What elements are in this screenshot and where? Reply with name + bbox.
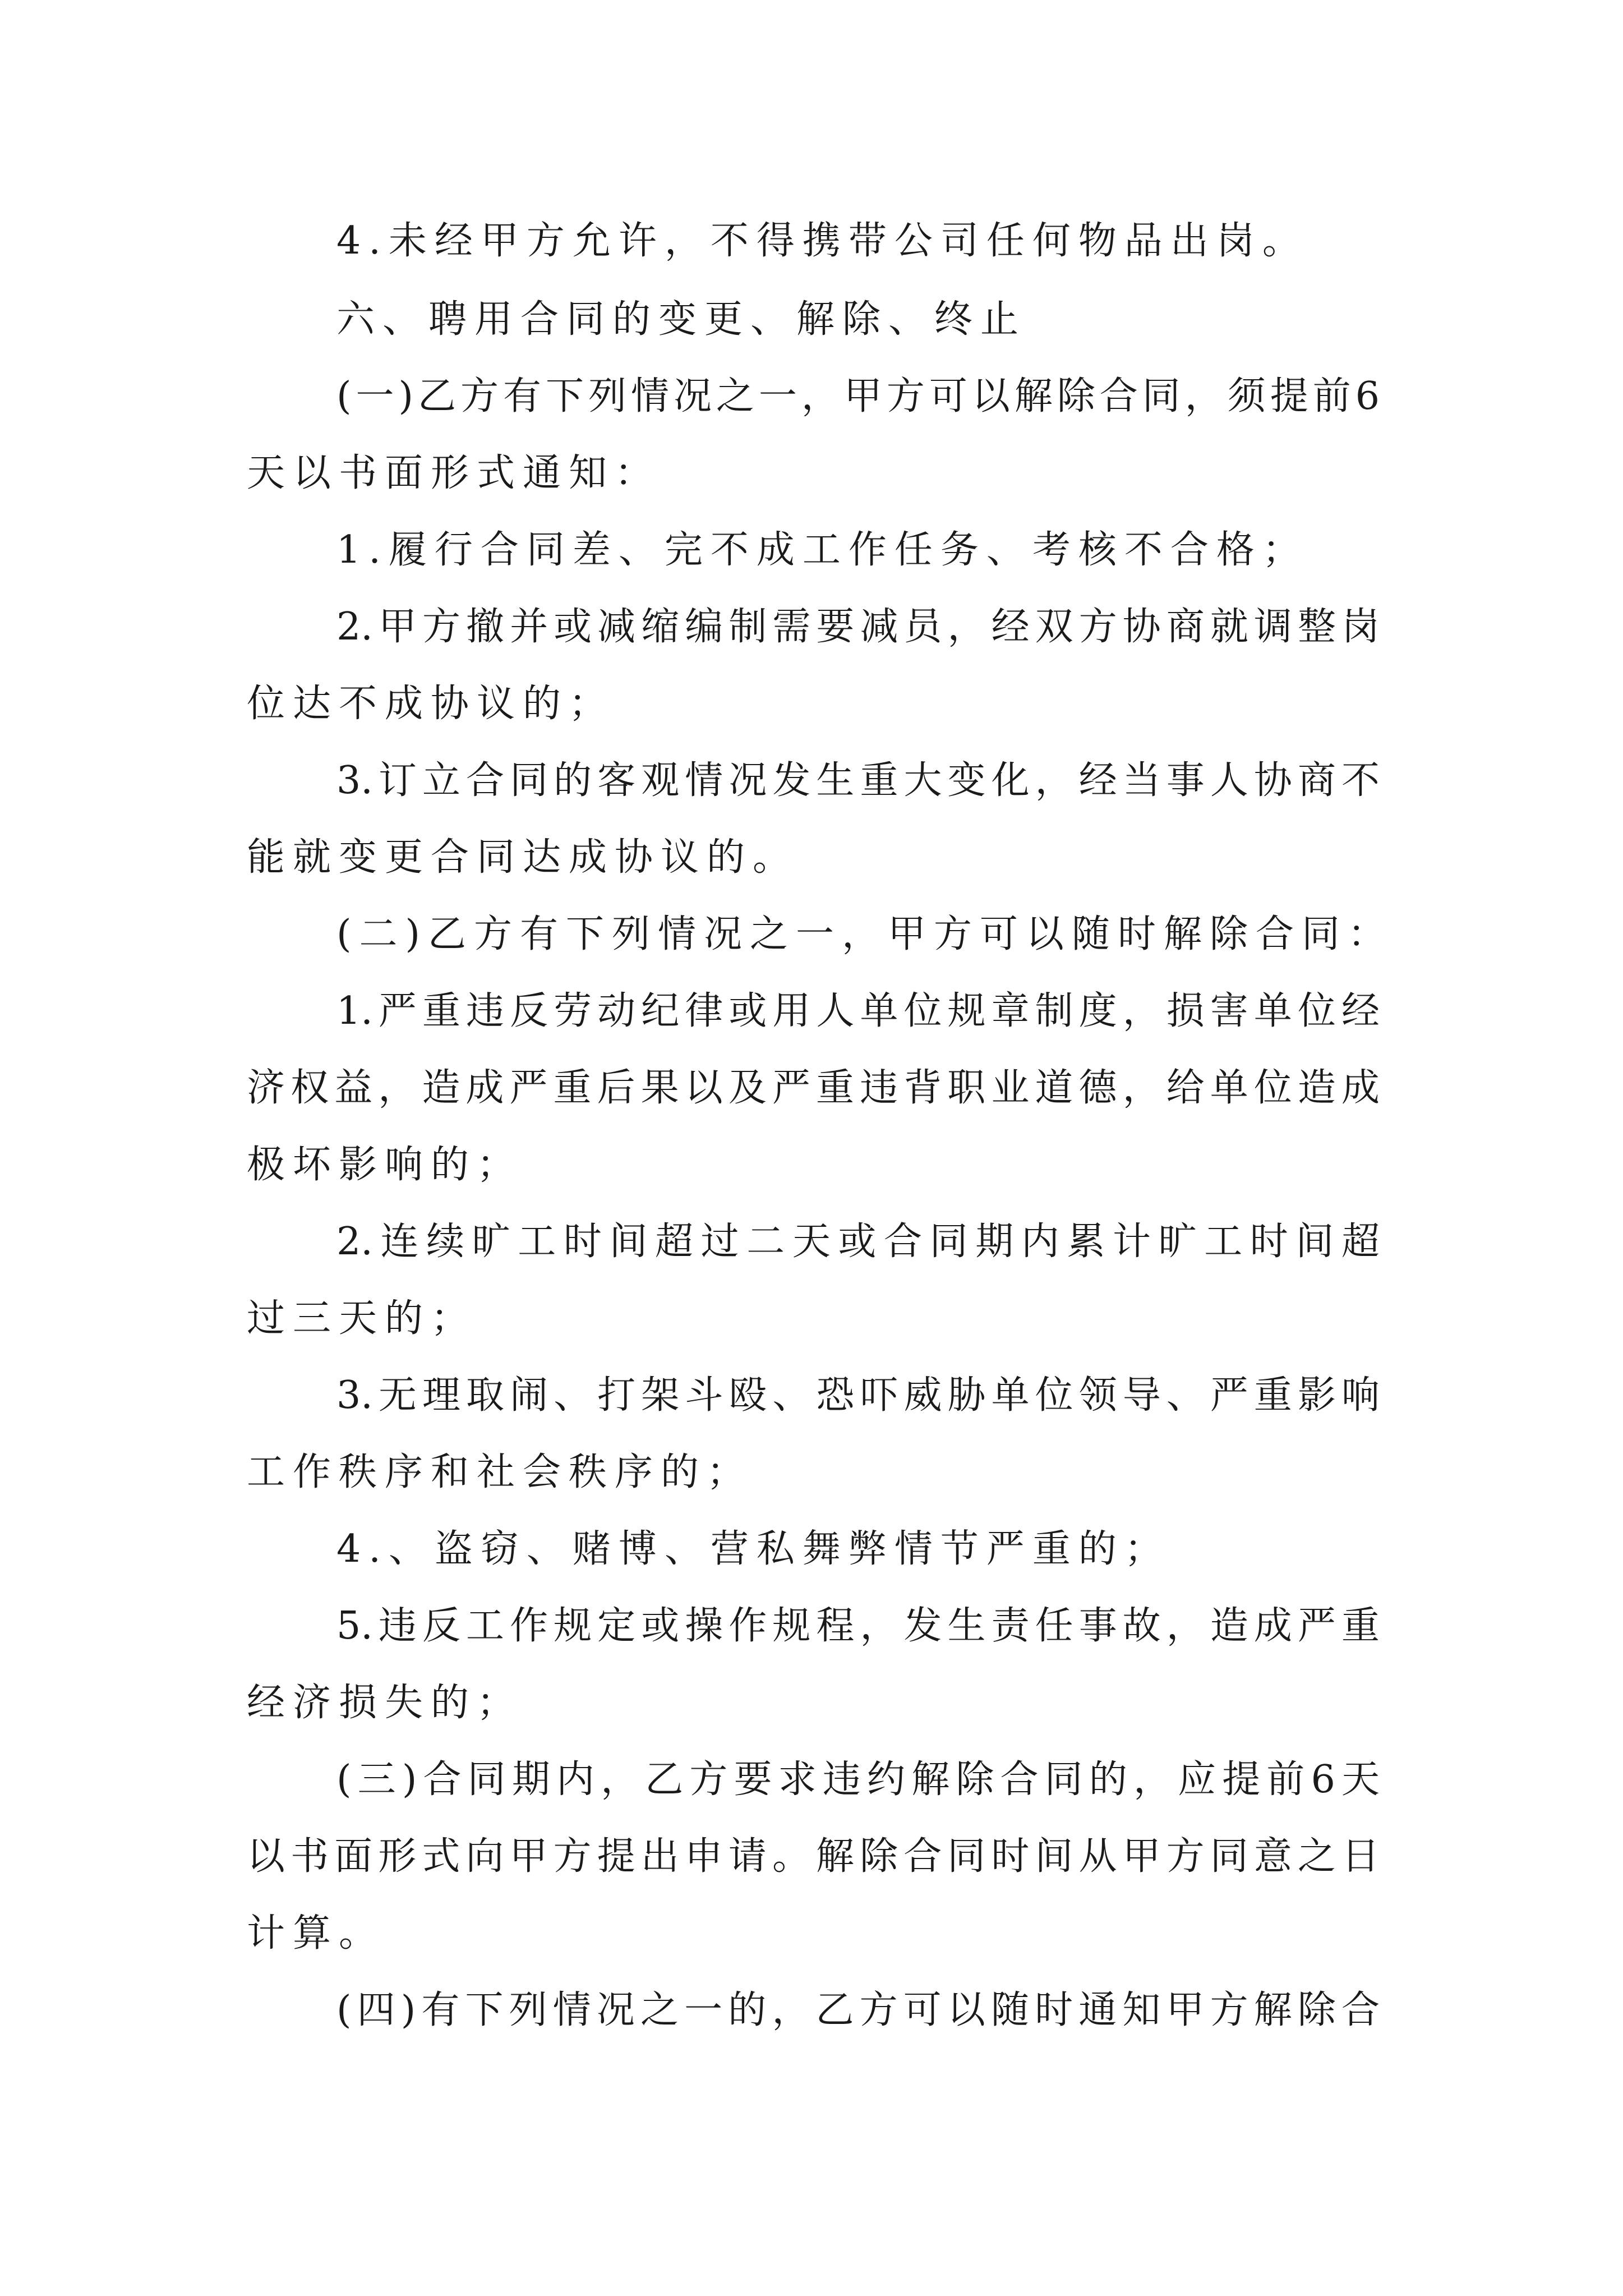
paragraph-line: 1.严重违反劳动纪律或用人单位规章制度，损害单位经 (336, 989, 1380, 1033)
paragraph-line: 4.、盗窃、赌博、营私舞弊情节严重的； (336, 1527, 1170, 1571)
paragraph-line: 4.未经甲方允许，不得携带公司任何物品出岗。 (336, 219, 1308, 263)
paragraph-line: 2.甲方撤并或减缩编制需要减员，经双方协商就调整岗 (336, 605, 1380, 649)
paragraph-line: (四)有下列情况之一的，乙方可以随时通知甲方解除合 (336, 1988, 1380, 2032)
paragraph-line: 位达不成协议的； (247, 682, 615, 726)
paragraph-line: 天以书面形式通知： (247, 451, 661, 495)
paragraph-line: 3.订立合同的客观情况发生重大变化，经当事人协商不 (336, 758, 1380, 803)
paragraph-line: (三)合同期内，乙方要求违约解除合同的，应提前6天 (336, 1757, 1380, 1802)
paragraph-line: 5.违反工作规定或操作规程，发生责任事故，造成严重 (336, 1604, 1380, 1648)
paragraph-line: 以书面形式向甲方提出申请。解除合同时间从甲方同意之日 (247, 1834, 1380, 1879)
paragraph-line: 经济损失的； (247, 1681, 523, 1725)
paragraph-line: 3.无理取闹、打架斗殴、恐吓威胁单位领导、严重影响 (336, 1373, 1380, 1418)
paragraph-line: 2.连续旷工时间超过二天或合同期内累计旷工时间超 (336, 1220, 1380, 1264)
paragraph-line: 计算。 (247, 1911, 385, 1955)
paragraph-line: (一)乙方有下列情况之一，甲方可以解除合同，须提前6 (336, 374, 1380, 418)
paragraph-line: 济权益，造成严重后果以及严重违背职业道德，给单位造成 (247, 1066, 1380, 1110)
paragraph-line: 1.履行合同差、完不成工作任务、考核不合格； (336, 528, 1308, 572)
paragraph-line: 过三天的； (247, 1296, 477, 1341)
paragraph-line: 能就变更合同达成协议的。 (247, 835, 799, 880)
paragraph-line: (二)乙方有下列情况之一，甲方可以随时解除合同： (336, 912, 1394, 956)
section-heading: 六、聘用合同的变更、解除、终止 (336, 297, 1027, 342)
paragraph-line: 工作秩序和社会秩序的； (247, 1450, 753, 1494)
paragraph-line: 极坏影响的； (247, 1143, 523, 1187)
